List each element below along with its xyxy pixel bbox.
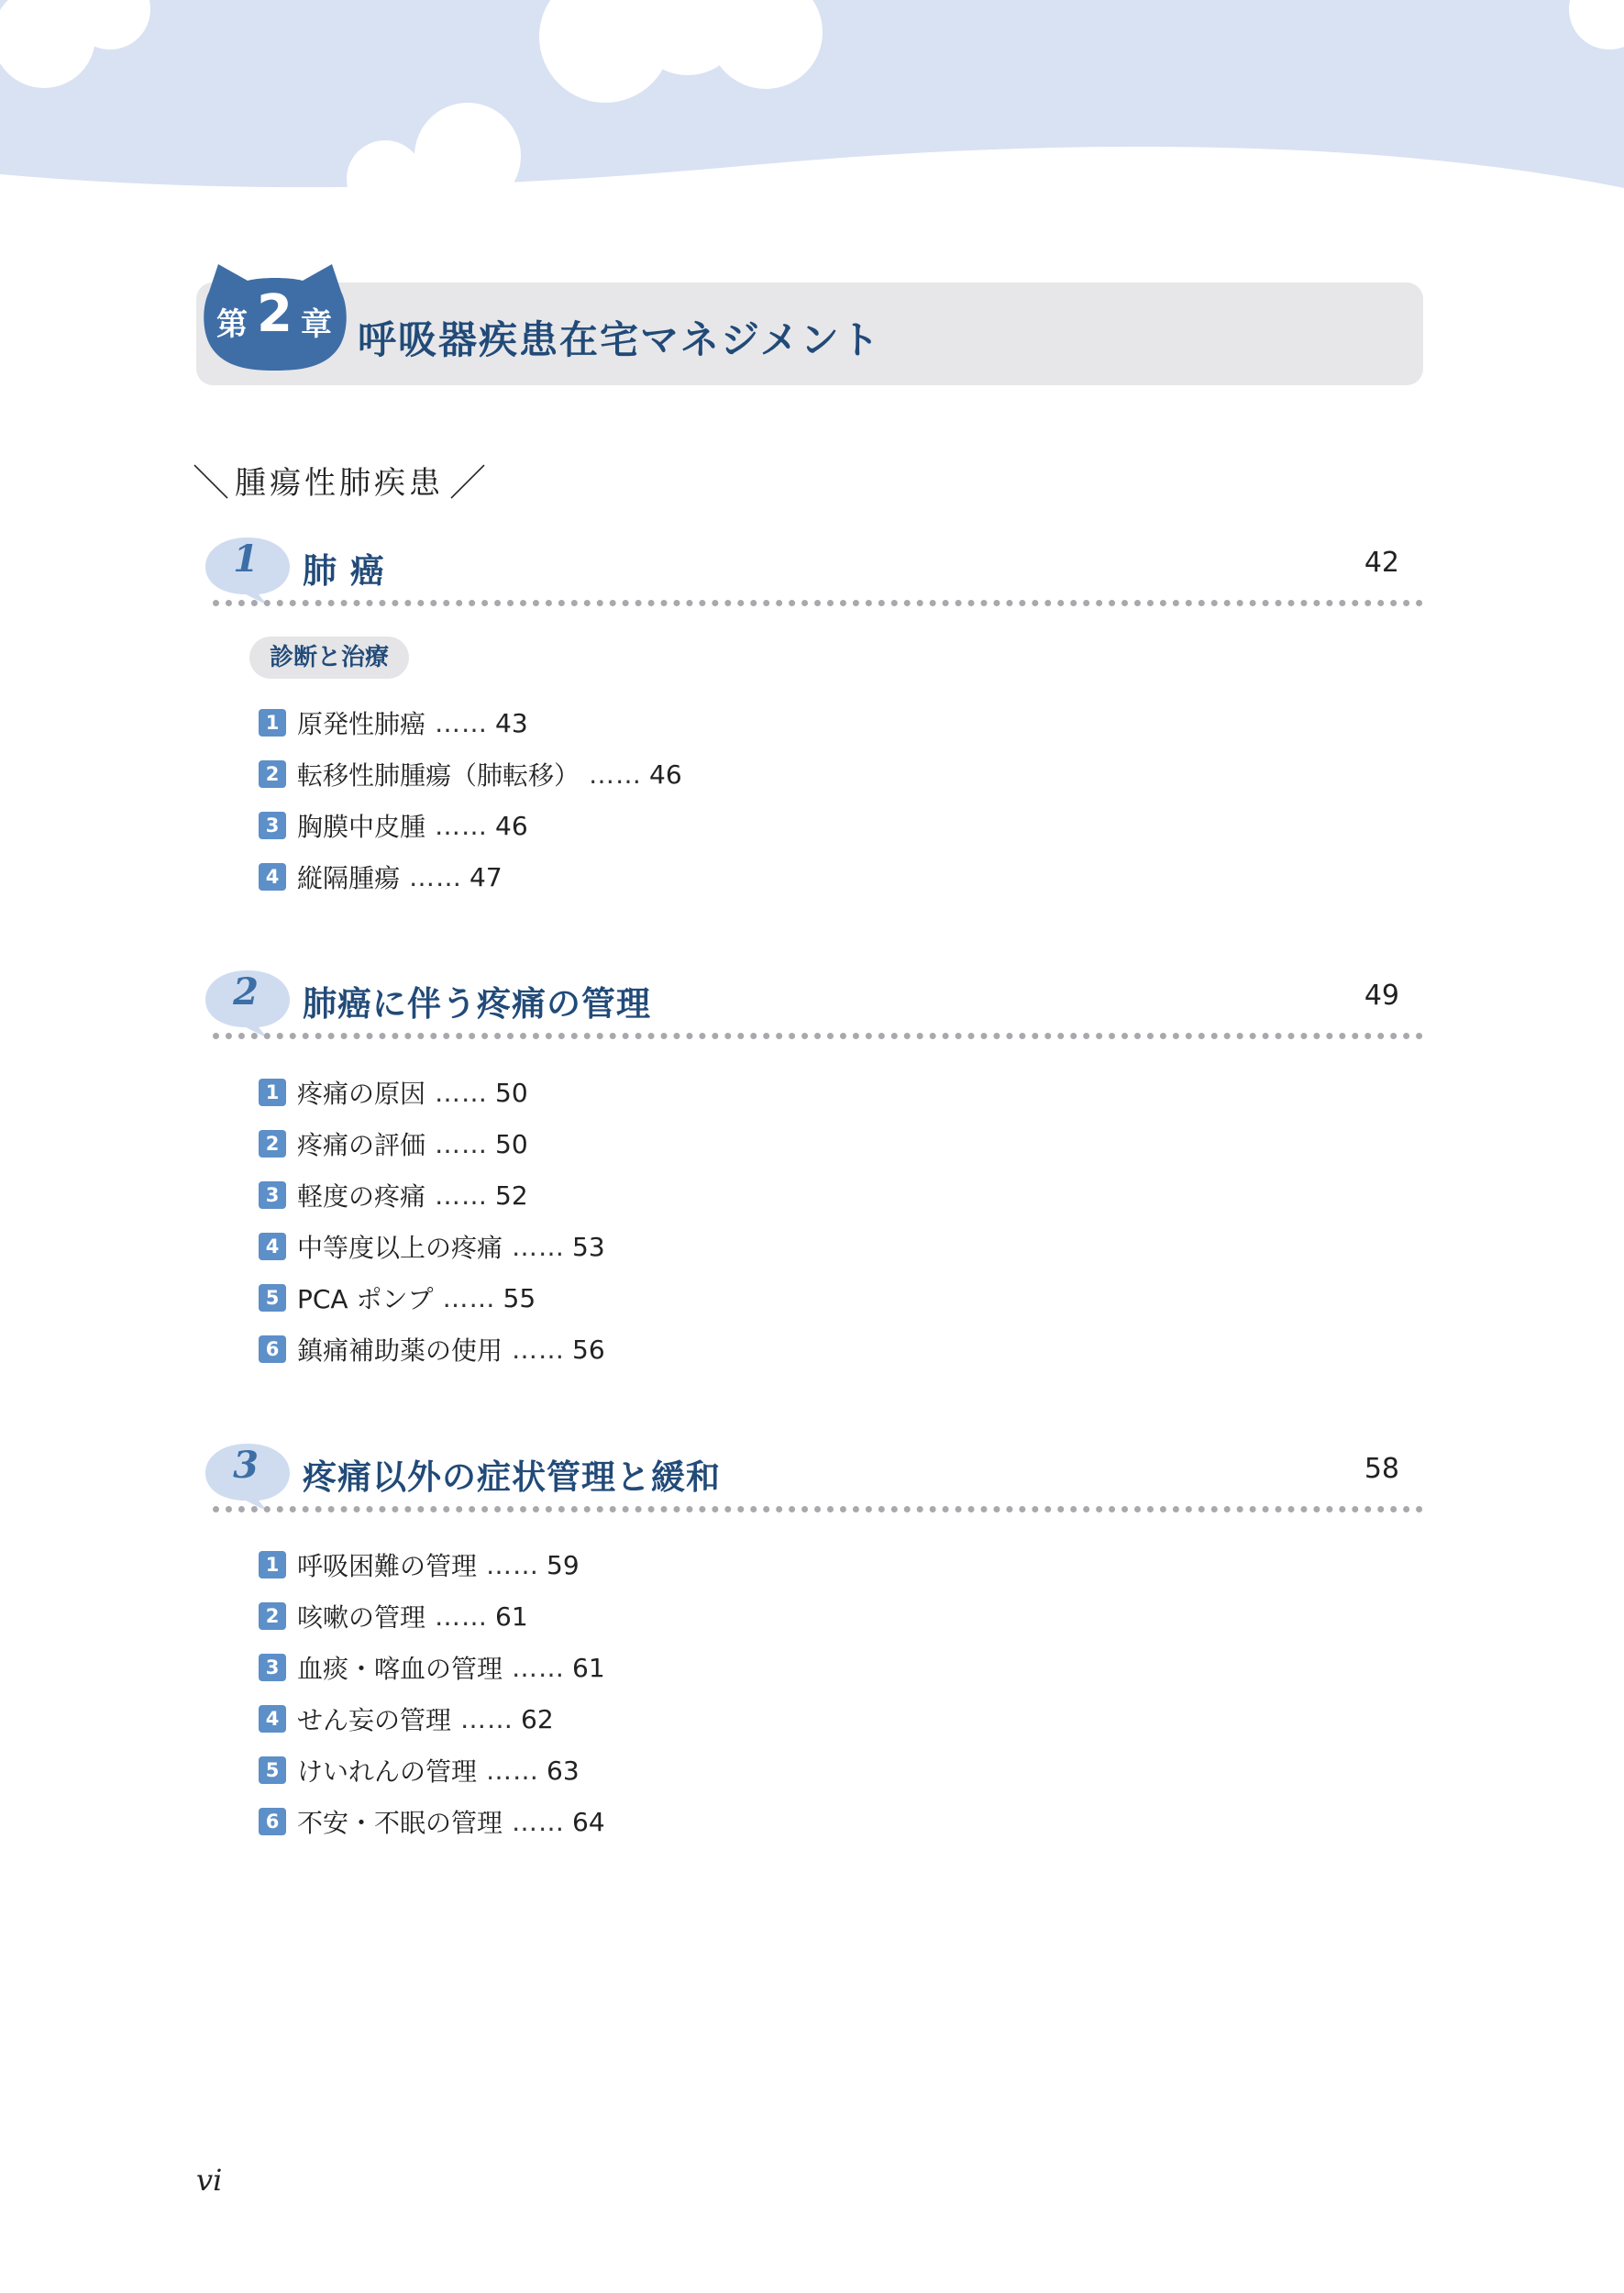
item-number-badge: 4: [259, 1705, 286, 1733]
item-label: 不安・不眠の管理: [297, 1808, 503, 1838]
item-number-badge: 1: [259, 709, 286, 737]
toc-item[interactable]: [259, 800, 682, 851]
leader-dots: ……: [512, 1231, 566, 1262]
item-number-badge: 6: [259, 1808, 286, 1835]
item-number-badge: 2: [259, 1130, 286, 1158]
leader-dots: ……: [435, 707, 489, 738]
chapter-label-suffix: 章: [301, 306, 332, 343]
leader-dots: ……: [589, 759, 643, 790]
item-label: 血痰・喀血の管理: [297, 1654, 503, 1684]
item-number-badge: 3: [259, 1654, 286, 1681]
toc-item[interactable]: [259, 1745, 605, 1796]
item-label: けいれんの管理: [297, 1756, 478, 1787]
toc-item[interactable]: [259, 1590, 605, 1642]
item-page: 64: [572, 1806, 605, 1837]
item-number-badge: 3: [259, 812, 286, 839]
toc-item[interactable]: [259, 1539, 605, 1590]
toc-list: [259, 697, 682, 903]
toc-item[interactable]: [259, 1169, 605, 1221]
item-number-badge: 2: [259, 760, 286, 788]
item-page: 46: [495, 810, 528, 841]
toc-item[interactable]: [259, 697, 682, 748]
section-number: 3: [233, 1444, 259, 1487]
leader-dots: ……: [486, 1755, 540, 1786]
toc-item[interactable]: [259, 1693, 605, 1745]
item-number-badge: 5: [259, 1284, 286, 1312]
toc-item[interactable]: [259, 1067, 605, 1118]
item-page: 50: [495, 1077, 528, 1108]
chapter-title: 呼吸器疾患在宅マネジメント: [358, 317, 881, 362]
toc-item[interactable]: [259, 1324, 605, 1375]
item-number-badge: 1: [259, 1551, 286, 1579]
item-page: 61: [572, 1652, 605, 1683]
item-label: 転移性肺腫瘍（肺転移）: [297, 760, 580, 791]
item-number-badge: 4: [259, 863, 286, 891]
subheading-pill: 診断と治療: [249, 637, 409, 679]
toc-item[interactable]: [259, 1796, 605, 1847]
item-label: 軽度の疼痛: [297, 1181, 426, 1212]
leader-dots: ……: [435, 1180, 489, 1211]
category-close-slash: ／: [449, 461, 486, 504]
item-page: 52: [495, 1180, 528, 1211]
footer-page-number: vi: [196, 2163, 223, 2198]
item-number-badge: 6: [259, 1335, 286, 1363]
item-label: 疼痛の評価: [297, 1130, 426, 1160]
section-number: 1: [233, 537, 259, 581]
category-open-slash: ＼: [193, 461, 229, 504]
leader-dots: ……: [435, 1077, 489, 1108]
item-page: 53: [572, 1231, 605, 1262]
toc-item[interactable]: [259, 748, 682, 800]
chapter-number: 2: [257, 284, 293, 344]
toc-item[interactable]: [259, 1118, 605, 1169]
item-page: 55: [503, 1282, 536, 1313]
toc-item[interactable]: [259, 851, 682, 903]
item-number-badge: 1: [259, 1079, 286, 1106]
item-label: 疼痛の原因: [297, 1079, 426, 1109]
dotted-divider: [213, 1506, 1423, 1512]
item-label: 鎮痛補助薬の使用: [297, 1335, 503, 1366]
leader-dots: ……: [435, 1601, 489, 1632]
leader-dots: ……: [512, 1334, 566, 1365]
section-page-number: 42: [1364, 547, 1399, 579]
section-number: 2: [233, 970, 259, 1014]
leader-dots: ……: [435, 1128, 489, 1159]
leader-dots: ……: [442, 1282, 496, 1313]
item-number-badge: 4: [259, 1233, 286, 1260]
item-label: 呼吸困難の管理: [297, 1551, 478, 1581]
item-label: 原発性肺癌: [297, 709, 426, 739]
toc-list: [259, 1539, 605, 1847]
item-number-badge: 3: [259, 1181, 286, 1209]
leader-dots: ……: [512, 1652, 566, 1683]
toc-list: [259, 1067, 605, 1375]
item-label: 胸膜中皮腫: [297, 812, 426, 842]
sky-cloud-banner: [0, 0, 1624, 211]
section-title[interactable]: 疼痛以外の症状管理と緩和: [303, 1457, 721, 1497]
item-label: PCA ポンプ: [297, 1284, 434, 1314]
toc-item[interactable]: [259, 1642, 605, 1693]
item-page: 56: [572, 1334, 605, 1365]
item-page: 46: [649, 759, 682, 790]
item-number-badge: 5: [259, 1756, 286, 1784]
item-page: 43: [495, 707, 528, 738]
leader-dots: ……: [409, 861, 463, 892]
item-page: 50: [495, 1128, 528, 1159]
section-page-number: 49: [1364, 980, 1399, 1012]
category-heading: [193, 457, 486, 503]
leader-dots: ……: [486, 1549, 540, 1580]
section-title[interactable]: 肺 癌: [303, 551, 385, 591]
dotted-divider: [213, 600, 1423, 606]
item-number-badge: 2: [259, 1602, 286, 1630]
item-page: 62: [521, 1703, 554, 1734]
item-label: 縦隔腫瘍: [297, 863, 401, 893]
leader-dots: ……: [460, 1703, 514, 1734]
item-label: 咳嗽の管理: [297, 1602, 426, 1633]
toc-item[interactable]: [259, 1221, 605, 1272]
category-title: 腫瘍性肺疾患: [235, 464, 444, 502]
section-title[interactable]: 肺癌に伴う疼痛の管理: [303, 984, 651, 1024]
item-label: せん妄の管理: [297, 1705, 452, 1735]
item-page: 59: [547, 1549, 580, 1580]
section-page-number: 58: [1364, 1453, 1399, 1485]
dotted-divider: [213, 1033, 1423, 1039]
leader-dots: ……: [435, 810, 489, 841]
item-page: 61: [495, 1601, 528, 1632]
item-page: 47: [470, 861, 503, 892]
leader-dots: ……: [512, 1806, 566, 1837]
toc-item[interactable]: [259, 1272, 605, 1324]
item-page: 63: [547, 1755, 580, 1786]
chapter-label-prefix: 第: [216, 306, 248, 343]
item-label: 中等度以上の疼痛: [297, 1233, 503, 1263]
